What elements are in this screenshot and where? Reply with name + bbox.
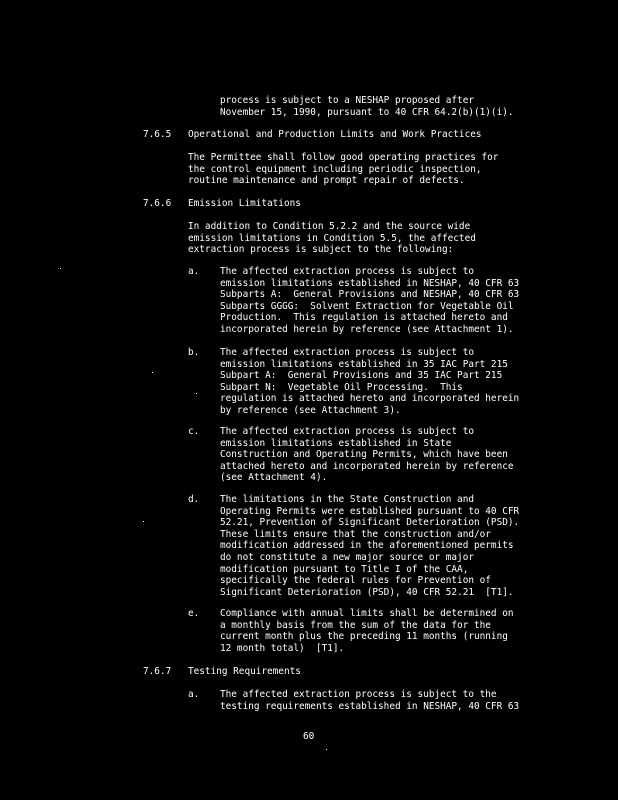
page-number: 60 [303,731,315,742]
text-line: emission limitations in Condition 5.5, the affected [188,232,476,244]
text-line: modification addressed in the aforementioned permits [220,540,514,552]
list-item [220,494,519,598]
list-item [220,266,519,336]
section-number: 7.6.5 [143,129,172,140]
text-line: emission limitations established in 35 IAC Part 215 [220,358,508,370]
text-line: 12 month total) [T1]. [220,642,345,654]
text-line: Subpart A: General Provisions and 35 IAC Part 215 [220,370,503,382]
text-line: The affected extraction process is subject to [220,426,474,437]
text-line: The Permittee shall follow good operating practices for [188,152,499,163]
section-title: Operational and Production Limits and Work Practices [188,129,482,140]
list-item [220,347,519,417]
text-line: current month plus the preceding 11 months (running [220,631,508,643]
text-line: process is subject to a NESHAP proposed after [220,95,474,106]
text-line: The affected extraction process is subject to the [220,689,497,700]
text-line: (see Attachment 4). [220,472,328,484]
section-paragraph [188,221,476,256]
text-line: by reference (see Attachment 3). [220,404,401,416]
text-line: The affected extraction process is subject to [220,266,474,277]
text-line: 52.21, Prevention of Significant Deterioration (PSD). [220,517,520,529]
text-line: do not constitute a new major source or major [220,551,474,563]
list-item-letter: a. [188,266,200,277]
list-item-letter: c. [188,426,200,437]
scan-speck [60,268,61,269]
text-line: regulation is attached hereto and incorporated herein [220,393,520,405]
text-line: Significant Deterioration (PSD), 40 CFR 52.21 [T1]. [220,586,514,598]
text-line: November 15, 1990, pursuant to 40 CFR 64.2(b)(1)(i). [220,106,514,118]
intro-paragraph [220,95,514,118]
text-line: testing requirements established in NESHAP, 40 CFR 63 [220,700,520,712]
text-line: Production. This regulation is attached hereto and [220,312,508,324]
list-item-letter: a. [188,689,200,700]
text-line: Subparts A: General Provisions and NESHAP, 40 CFR 63 [220,289,520,301]
section-number: 7.6.7 [143,666,172,677]
text-line: modification pursuant to Title I of the CAA, [220,563,469,575]
scan-speck [152,372,153,373]
text-line: incorporated herein by reference (see Attachment 1). [220,323,514,335]
text-line: the control equipment including periodic inspection, [188,163,482,175]
list-item [220,426,514,484]
text-line: In addition to Condition 5.2.2 and the source wide [188,221,471,232]
section-title: Testing Requirements [188,666,301,677]
text-line: Subpart N: Vegetable Oil Processing. This [220,381,463,393]
text-line: These limits ensure that the construction and/or [220,528,491,540]
text-line: specifically the federal rules for Prevention of [220,575,491,587]
text-line: emission limitations established in State [220,437,452,449]
text-line: Subparts GGGG: Solvent Extraction for Vegetable Oil [220,300,514,312]
text-line: The limitations in the State Construction and [220,494,474,505]
text-line: Construction and Operating Permits, which have been [220,449,508,461]
list-item-letter: d. [188,494,200,505]
text-line: Compliance with annual limits shall be determined on [220,608,514,619]
list-item [220,689,519,712]
text-line: attached hereto and incorporated herein by reference [220,460,514,472]
list-item [220,608,514,654]
text-line: routine maintenance and prompt repair of defects. [188,175,465,187]
section-title: Emission Limitations [188,198,301,209]
text-line: a monthly basis from the sum of the data for the [220,619,491,631]
scan-speck [326,749,327,750]
text-line: Operating Permits were established pursuant to 40 CFR [220,505,520,517]
text-line: emission limitations established in NESHAP, 40 CFR 63 [220,277,520,289]
section-number: 7.6.6 [143,198,172,209]
section-paragraph [188,152,498,187]
text-line: extraction process is subject to the following: [188,244,454,256]
text-line: The affected extraction process is subject to [220,347,474,358]
list-item-letter: b. [188,347,200,358]
scan-speck [143,521,144,522]
list-item-letter: e. [188,608,200,619]
scan-speck [196,393,197,394]
